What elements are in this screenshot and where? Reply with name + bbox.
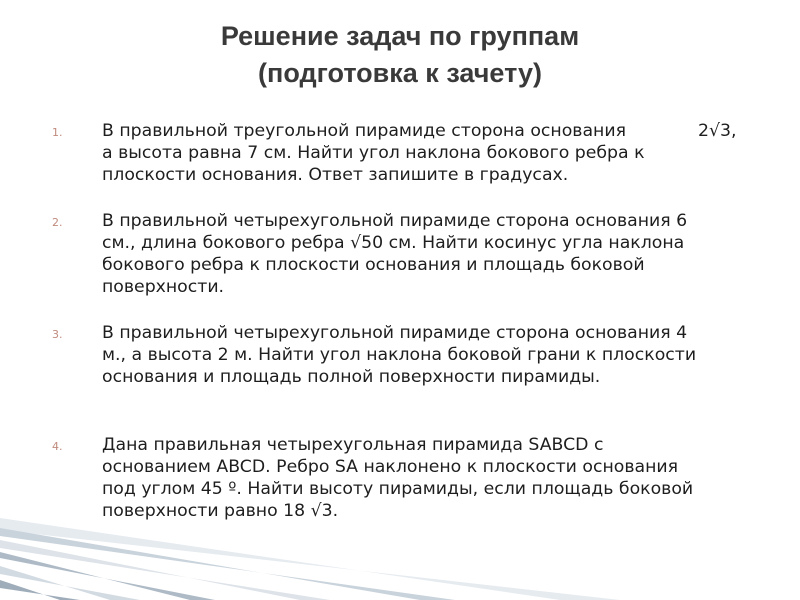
task-2-line-1: В правильной четырехугольной пирамиде сторона основания 6 <box>102 211 688 231</box>
title-line-2: (подготовка к зачету) <box>258 58 542 88</box>
task-number-3: 3. <box>52 328 63 341</box>
task-3-line-2: м., а высота 2 м. Найти угол наклона боковой грани к плоскости <box>102 345 697 365</box>
task-4-line-4: поверхности равно 18 √3. <box>102 501 339 521</box>
task-2-line-3: бокового ребра к плоскости основания и площадь боковой <box>102 255 645 275</box>
task-1-line-1: В правильной треугольной пирамиде сторона основания <box>102 121 626 141</box>
task-2-line-4: поверхности. <box>102 277 225 297</box>
task-3-line-1: В правильной четырехугольной пирамиде сторона основания 4 <box>102 323 688 343</box>
task-number-4: 4. <box>52 440 63 453</box>
task-4-line-2: основанием ABCD. Ребро SA наклонено к плоскости основания <box>102 457 679 477</box>
task-number-2: 2. <box>52 216 63 229</box>
task-2-line-2: см., длина бокового ребра √50 см. Найти косинус угла наклона <box>102 233 685 253</box>
task-1-line-2: а высота равна 7 см. Найти угол наклона бокового ребра к <box>102 143 645 163</box>
title-line-1: Решение задач по группам <box>220 21 580 51</box>
task-1-line-3: плоскости основания. Ответ запишите в градусах. <box>102 165 569 185</box>
task-4-line-3: под углом 45 º. Найти высоту пирамиды, если площадь боковой <box>102 479 694 499</box>
task-4-line-1: Дана правильная четырехугольная пирамида SABCD с <box>102 435 604 455</box>
task-1-side-value: 2√3, <box>698 121 737 141</box>
task-number-1: 1. <box>52 126 63 139</box>
task-3-line-3: основания и площадь полной поверхности пирамиды. <box>102 367 601 387</box>
